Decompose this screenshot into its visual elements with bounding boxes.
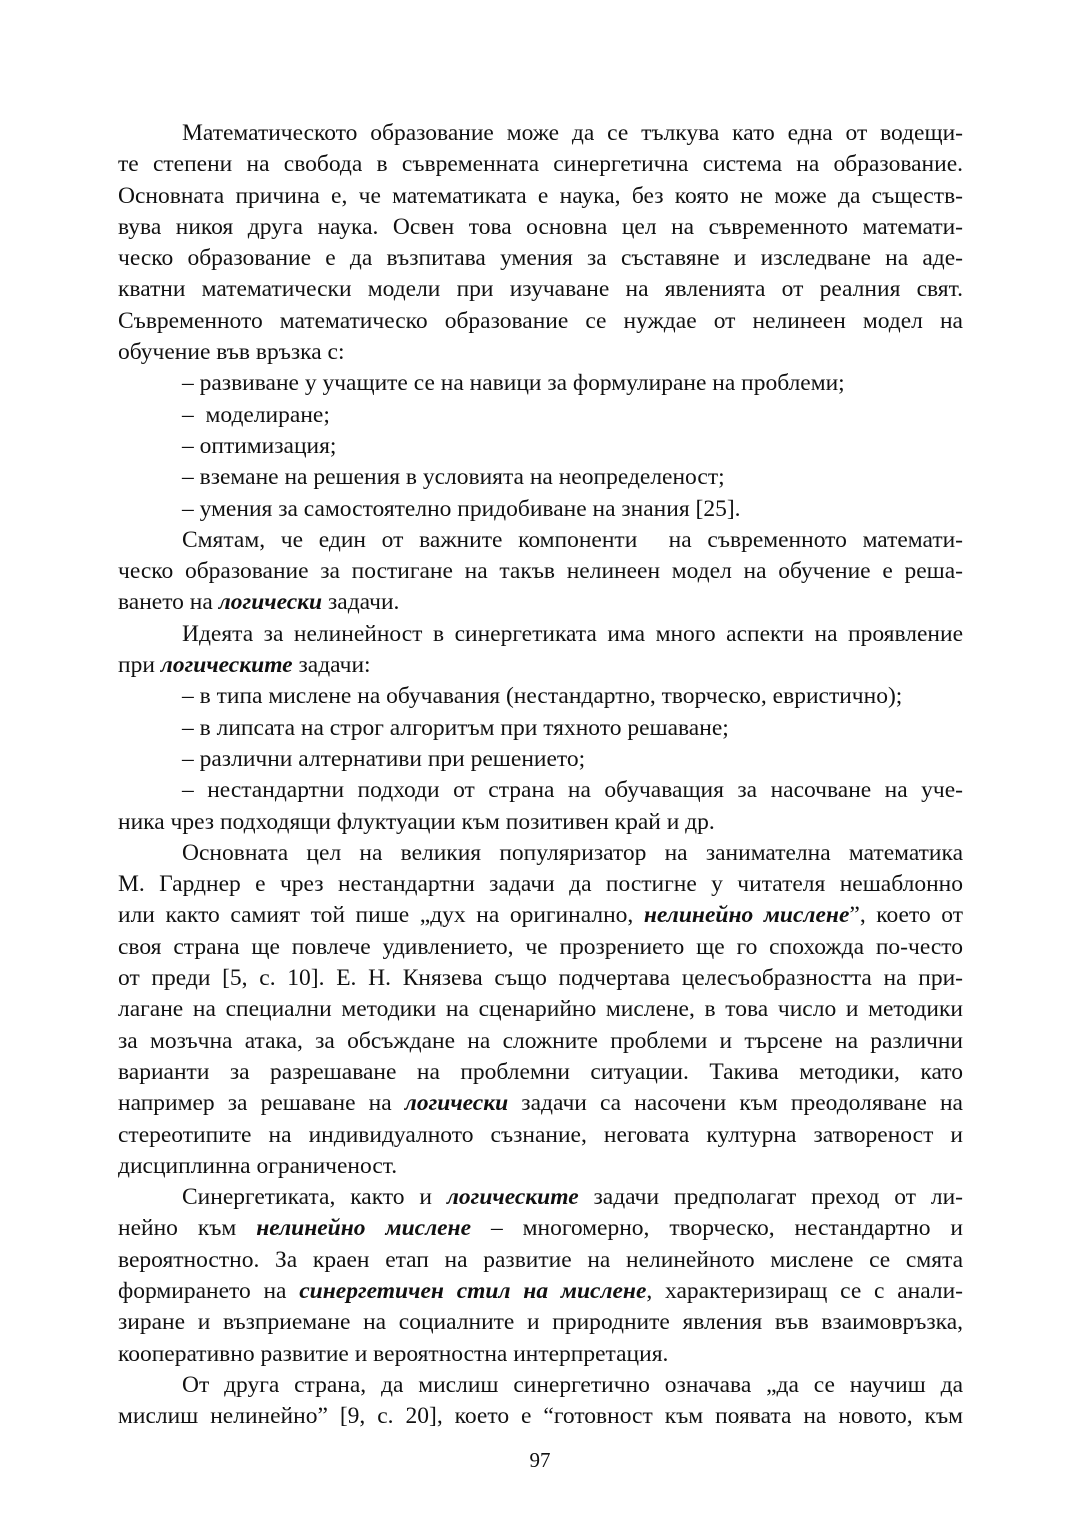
emphasis: синергетичен стил на мислене [299, 1277, 647, 1304]
text-run: нейно към [118, 1215, 257, 1242]
paragraph-1-line-7: Съвременното математическо образование се нуждае от нелинеен модел на [118, 307, 963, 334]
paragraph-1-line-6: кватни математически модели при изучаване на явленията от реалния свят. [118, 276, 963, 303]
list-1-item: – моделиране; [182, 401, 330, 428]
paragraph-4-line-10: стереотипите на индивидуалното съзнание, неговата културна затвореност и [118, 1121, 963, 1148]
paragraph-6-line-1: От друга страна, да мислиш синергетично означава „да се научиш да [182, 1371, 963, 1398]
list-2-continuation: ника чрез подходящи флуктуации към позитивен край и др. [118, 808, 715, 835]
list-2-item: – различни алтернативи при решението; [182, 745, 586, 772]
paragraph-4-line-6: лагане на специални методики на сценарийно мислене, в това число и методики [118, 996, 963, 1023]
list-1-item: – оптимизация; [182, 432, 337, 459]
paragraph-4-line-1: Основната цел на великия популяризатор на занимателна математика [182, 839, 963, 866]
paragraph-6-line-2: мислиш нелинейно” [9, с. 20], което е “готовност към появата на новото, към [118, 1403, 963, 1430]
list-2-item: – в типа мислене на обучавания (нестандартно, творческо, евристично); [182, 683, 903, 710]
paragraph-4-line-11: дисциплинна ограниченост. [118, 1152, 398, 1179]
text-run: например за решаване на [118, 1090, 405, 1117]
paragraph-5-line-6: кооперативно развитие и вероятностна интерпретация. [118, 1340, 669, 1367]
paragraph-1-line-3: Основната причина е, че математиката е наука, без която не може да съществ- [118, 182, 963, 209]
text-run: при [118, 652, 161, 679]
paragraph-4-line-7: за мозъчна атака, за обсъждане на сложните проблеми и търсене на различни [118, 1027, 963, 1054]
emphasis: нелинейно мислене [256, 1215, 472, 1242]
paragraph-1-line-8: обучение във връзка с: [118, 339, 345, 366]
text-run: , характеризиращ се с анали- [646, 1277, 964, 1304]
text-run: задачи: [292, 652, 371, 679]
text-run: формирането на [118, 1277, 300, 1304]
paragraph-4-line-2: М. Гарднер е чрез нестандартни задачи да постигне у читателя нешаблонно [118, 871, 963, 898]
paragraph-1-line-4: вува никоя друга наука. Освен това основна цел на съвременното математи- [118, 213, 963, 240]
paragraph-2-line-3 [118, 587, 963, 618]
paragraph-5-line-3: вероятностно. За краен етап на развитие на нелинейното мислене се смята [118, 1246, 963, 1273]
list-1-item: – умения за самостоятелно придобиване на знания [25]. [182, 495, 741, 522]
paragraph-2-line-1: Смятам, че един от важните компоненти на съвременното математи- [182, 526, 963, 553]
text-run: или както самият той пише „дух на оригинално, [118, 902, 644, 929]
paragraph-5-line-2 [118, 1213, 963, 1244]
paragraph-3-line-2 [118, 650, 963, 681]
paragraph-4-line-8: варианти за разрешаване на проблемни ситуации. Такива методики, като [118, 1058, 963, 1085]
emphasis: нелинейно мислене [643, 902, 850, 929]
paragraph-4-line-9 [118, 1088, 963, 1119]
emphasis: логическите [446, 1184, 579, 1211]
list-2-item: – нестандартни подходи от страна на обучаващия за насочване на уче- [182, 777, 963, 804]
list-1-item: – вземане на решения в условията на неопределеност; [182, 464, 725, 491]
emphasis: логически [218, 589, 323, 616]
text-run: задачи са насочени към преодоляване на [508, 1090, 963, 1117]
list-1-item: – развиване у учащите се на навици за формулиране на проблеми; [182, 370, 845, 397]
paragraph-1-line-5: ческо образование е да възпитава умения за съставяне и изследване на аде- [118, 245, 963, 272]
paragraph-3-line-1: Идеята за нелинейност в синергетиката има много аспекти на проявление [182, 620, 963, 647]
text-run: ването на [118, 589, 219, 616]
paragraph-5-line-4 [118, 1276, 963, 1307]
emphasis: логическите [160, 652, 293, 679]
text-run: Синергетиката, както и [182, 1184, 447, 1211]
text-run: ”, което от [849, 902, 964, 929]
emphasis: логически [404, 1090, 509, 1117]
paragraph-1-line-2: те степени на свобода в съвременната синергетична система на образование. [118, 151, 963, 178]
paragraph-1-line-1: Математическото образование може да се тълкува като една от водещи- [182, 120, 963, 146]
text-run: задачи. [322, 589, 400, 616]
paragraph-4-line-4: своя страна ще повлече удивлението, че прозрението ще го спохожда по-често [118, 933, 963, 960]
paragraph-5-line-1 [118, 1182, 963, 1213]
text-run: – многомерно, творческо, нестандартно и [471, 1215, 964, 1242]
list-2-item: – в липсата на строг алгоритъм при тяхното решаване; [182, 714, 729, 741]
paragraph-4-line-3 [118, 900, 963, 931]
paragraph-2-line-2: ческо образование за постигане на такъв нелинеен модел на обучение е реша- [118, 558, 963, 585]
text-run: задачи предполагат преход от ли- [578, 1184, 963, 1211]
paragraph-5-line-5: зиране и възприемане на социалните и природните явления във взаимовръзка, [118, 1309, 963, 1336]
body-text [118, 118, 963, 1432]
page-number: 97 [529, 1448, 551, 1472]
paragraph-4-line-5: от преди [5, с. 10]. Е. Н. Князева също подчертава целесъобразността на при- [118, 965, 963, 992]
